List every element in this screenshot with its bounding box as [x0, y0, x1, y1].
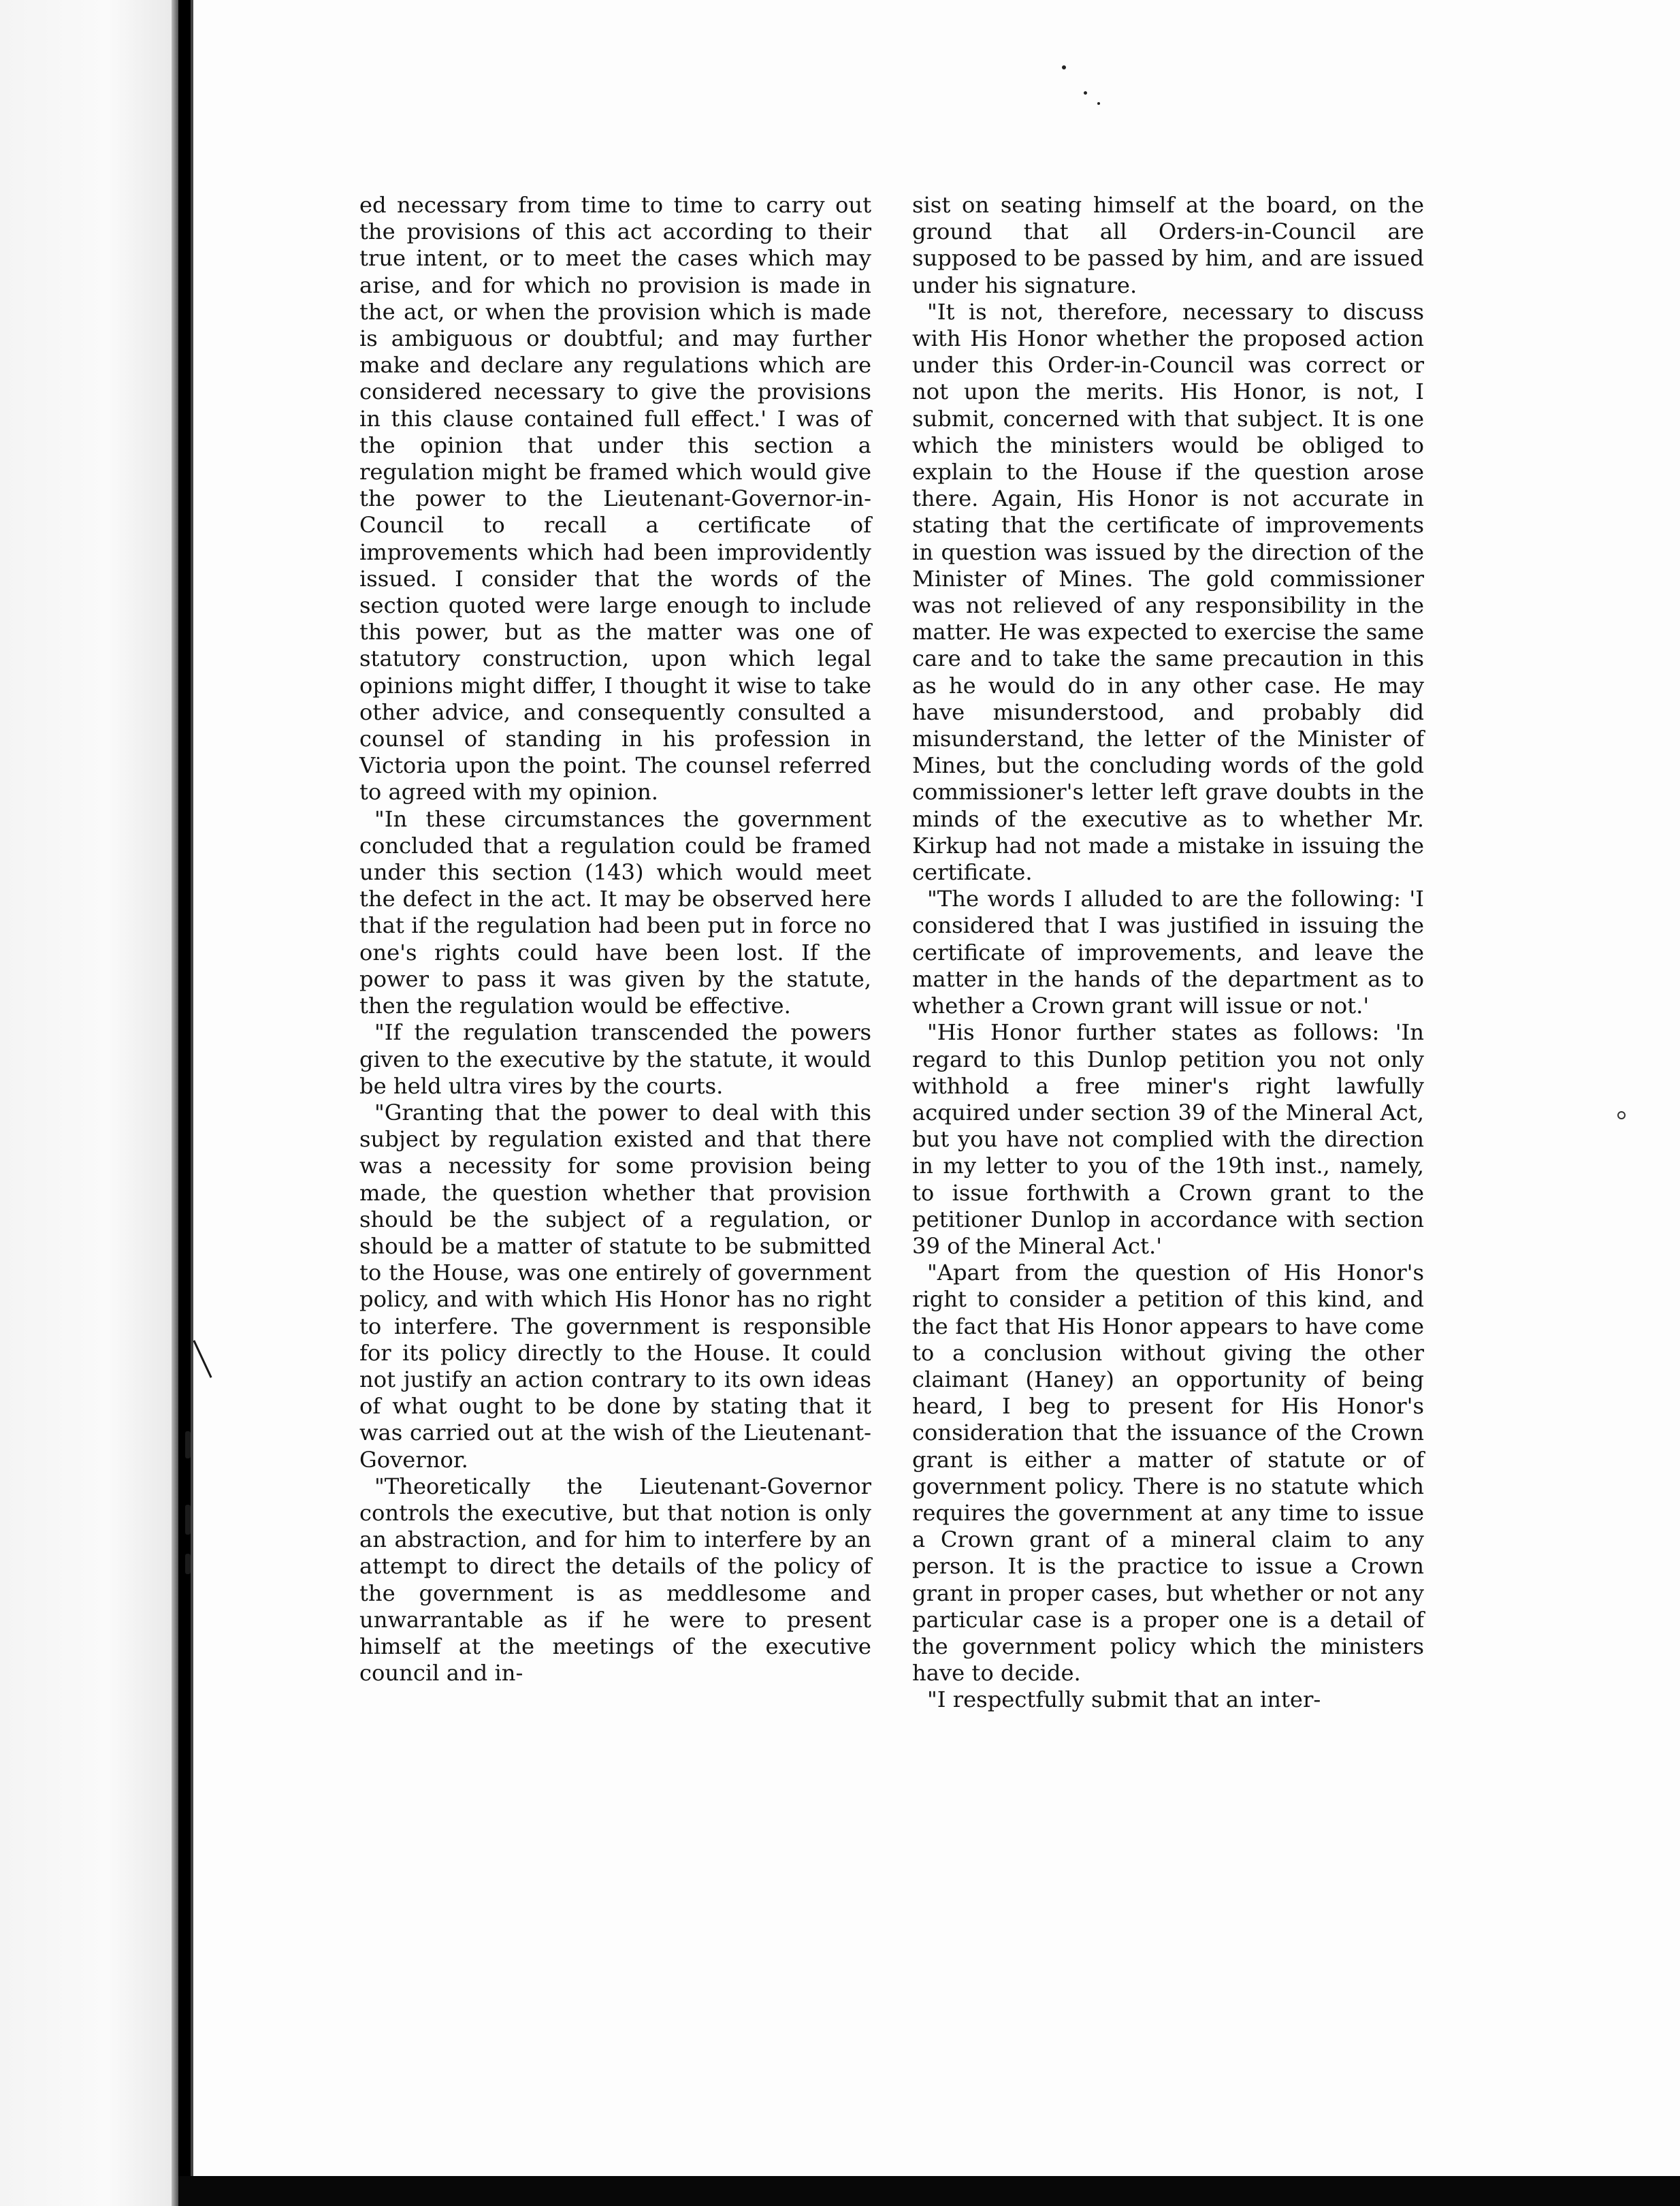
page-fold-shadow	[172, 0, 178, 2206]
binding-mark	[185, 1431, 191, 1458]
paragraph: "I respectfully submit that an inter-	[927, 1687, 1321, 1713]
scan-bottom-border	[178, 2176, 1680, 2206]
paragraph: "His Honor further states as follows: 'In regard to this Dunlop petition you not only withhold a free miner's right lawfully acquired under section 39 of the Mineral Act, but you have not complied with the direction in my letter to you of the 19th inst., namely, to issue forthwith a Crown grant to the petitioner Dunlop in accordance with section 39 of the Mineral Act.'	[912, 1019, 1424, 1259]
paragraph: "Apart from the question of His Honor's right to consider a petition of this kind, and the fact that His Honor appears to have come to a conclusion without giving the other claimant (Haney) an opportunity of being heard, I beg to present for His Honor's consideration that the issuance of the Crown grant is either a matter of statute or of government policy. There is no statute which requires the government at any time to issue a Crown grant of a mineral claim to any person. It is the practice to issue a Crown grant in proper cases, but whether or not any particular case is a proper one is a detail of the government policy which the ministers have to decide.	[912, 1260, 1424, 1687]
paragraph: "Granting that the power to deal with this subject by regulation existed and that there was a necessity for some provision being made, the question whether that provision should be the subject of a regulation, or should be a matter of statute to be submitted to the House, was one entirely of government policy, and with which His Honor has no right to interfere. The government is responsible for its policy directly to the House. It could not justify an action contrary to its own ideas of what ought to be done by stating that it was carried out at the wish of the Lieutenant-Governor.	[359, 1099, 871, 1473]
text-column-left	[359, 192, 871, 1687]
paragraph: ed necessary from time to time to carry out the provisions of this act according to their true intent, or to meet the cases which may arise, and for which no provision is made in the act, or when the provision which is made is ambiguous or doubtful; and may further make and declare any regulations which are considered necessary to give the provisions in this clause contained full effect.' I was of the opinion that under this section a regulation might be framed which would give the power to the Lieutenant-Governor-in-Council to recall a certificate of improvements which had been improvidently issued. I consider that the words of the section quoted were large enough to include this power, but as the matter was one of statutory construction, upon which legal opinions might differ, I thought it wise to take other advice, and consequently consulted a counsel of standing in his profession in Victoria upon the point. The counsel referred to agreed with my opinion.	[359, 192, 871, 805]
paragraph: "In these circumstances the government concluded that a regulation could be framed under this section (143) which would meet the defect in the act. It may be observed here that if the regulation had been put in force no one's rights could have been lost. If the power to pass it was given by the statute, then the regulation would be effective.	[359, 805, 871, 1019]
binding-mark	[185, 1505, 191, 1535]
text-column-right	[912, 192, 1424, 1714]
binding-mark	[185, 1554, 191, 1574]
paragraph: "Theoretically the Lieutenant-Governor controls the executive, but that notion is only an abstraction, and for him to interfere by an attempt to direct the details of the policy of the government is as meddlesome and unwarrantable as if he were to present himself at the meetings of the executive council and in-	[359, 1473, 871, 1687]
previous-page-edge	[0, 0, 178, 2206]
paragraph: sist on seating himself at the board, on the ground that all Orders-in-Council are supposed to be passed by him, and are issued under his signature.	[912, 192, 1424, 298]
paragraph: "The words I alluded to are the following: 'I considered that I was justified in issuing the certificate of improvements, and leave the matter in the hands of the department as to whether a Crown grant will issue or not.'	[912, 886, 1424, 1019]
scan-speck	[1617, 1111, 1626, 1119]
paragraph: "It is not, therefore, necessary to discuss with His Honor whether the proposed action under this Order-in-Council was correct or not upon the merits. His Honor, is not, I submit, concerned with that subject. It is one which the ministers would be obliged to explain to the House if the question arose there. Again, His Honor is not accurate in stating that the certificate of improvements in question was issued by the direction of the Minister of Mines. The gold commissioner was not relieved of any responsibility in the matter. He was expected to exercise the same care and to take the same precaution in this as he would do in any other case. He may have misunderstood, and probably did misunderstand, the letter of the Minister of Mines, but the concluding words of the gold commissioner's letter left grave doubts in the minds of the executive as to whether Mr. Kirkup had not made a mistake in issuing the certificate.	[912, 298, 1425, 886]
paragraph: "If the regulation transcended the powers given to the executive by the statute, it would be held ultra vires by the courts.	[359, 1019, 871, 1099]
scan-speck	[1097, 102, 1100, 105]
scan-speck	[1084, 91, 1087, 95]
scan-speck	[1062, 65, 1066, 69]
